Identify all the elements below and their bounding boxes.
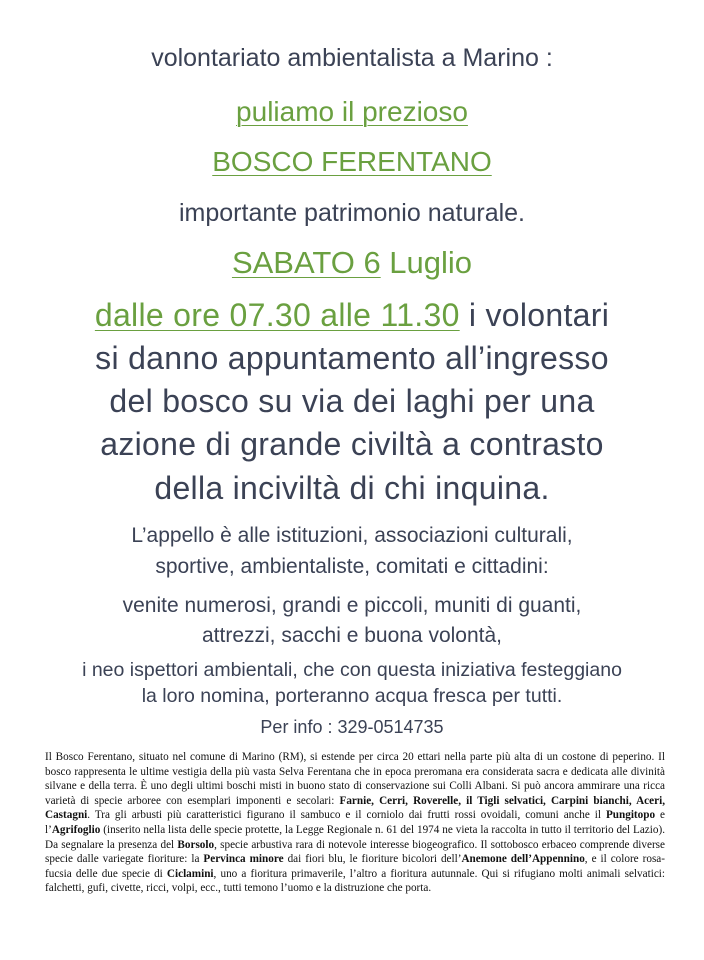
event-date xyxy=(0,245,704,281)
intro-line: volontariato ambientalista a Marino : xyxy=(151,44,553,72)
description-text: , specie arbustiva rara di notevole interesse biogeografico. Il sottobosco erbaceo comprende diverse specie dalle variegate fioriture: la xyxy=(45,838,666,866)
description-highlight: Farnie, Cerri, Roverelle, il Tigli selvatici, Carpini bianchi, Aceri, Castagni xyxy=(45,794,665,822)
description-text: . Tra gli arbusti più caratteristici figurano il sambuco e il corniolo dai frutti rossi ovoidali, comuni anche il xyxy=(87,809,606,822)
main-text-line-1 xyxy=(0,297,704,334)
description-highlight: Agrifoglio xyxy=(51,823,101,836)
forest-description xyxy=(45,750,665,896)
event-month: Luglio xyxy=(380,245,473,280)
appeal-line-2: sportive, ambientaliste, comitati e cittadini: xyxy=(155,555,549,578)
description-text: , uno a fioritura primaverile, l’altro a fioritura autunnale. Qui si rifugiano molti animali selvatici: falchetti, gufi, civette, ricci, volpi, ecc., tutti temono l’uomo e la distruzione che porta. xyxy=(45,867,665,895)
description-text: Il Bosco Ferentano, situato nel comune di Marino (RM), si estende per circa 20 ettari nella parte più alta di un costone di peperino. Il bosco rappresenta le ultime vestigia della più vasta Selva Ferentana che in epoca preromana era considerata sacra e dedicata alle divinità silvane e della terra. È uno degli ultimi boschi misti in buono stato di conservazione sui Colli Albani. Si può ancora ammirare una ricca varietà di specie arboree con esemplari imponenti e secolari: xyxy=(45,751,665,807)
main-text-line-4: azione di grande civiltà a contrasto xyxy=(100,426,604,462)
contact-info: Per info : 329-0514735 xyxy=(260,717,444,737)
description-text: , e il colore rosa-fucsia delle due specie di xyxy=(45,853,665,880)
subtitle-line: importante patrimonio naturale. xyxy=(178,199,526,227)
appeal-line-5: i neo ispettori ambientali, che con questa iniziativa festeggiano xyxy=(82,659,622,681)
event-day: SABATO 6 xyxy=(231,245,381,280)
description-highlight: Anemone dell’Appennino xyxy=(461,853,585,866)
description-text: e l’ xyxy=(45,809,666,836)
description-highlight: Pervinca minore xyxy=(203,853,284,866)
main-text-line-3: del bosco su via dei laghi per una xyxy=(109,383,595,419)
description-highlight: Borsolo xyxy=(177,838,215,851)
main-text-after-time: i volontari xyxy=(459,297,610,333)
description-text: (inserito nella lista delle specie protette, la Legge Regionale n. 61 del 1974 ne vieta la raccolta in tutto il territorio del Lazio). Da segnalare la presenza del xyxy=(45,823,665,851)
main-text-line-2: si danno appuntamento all’ingresso xyxy=(95,340,609,376)
appeal-line-1: L’appello è alle istituzioni, associazioni culturali, xyxy=(131,524,573,547)
main-text-line-5: della inciviltà di chi inquina. xyxy=(154,470,550,506)
appeal-line-6: la loro nomina, porteranno acqua fresca per tutti. xyxy=(141,685,563,707)
description-highlight: Ciclamini xyxy=(166,867,214,880)
headline-line-1 xyxy=(0,96,704,128)
description-text: dai fiori blu, le fioriture bicolori dell’ xyxy=(283,853,462,866)
location-title: BOSCO FERENTANO xyxy=(212,146,492,177)
appeal-line-3: venite numerosi, grandi e piccoli, muniti di guanti, xyxy=(122,594,582,617)
headline-text-1: puliamo il prezioso xyxy=(236,96,468,127)
event-time: dalle ore 07.30 alle 11.30 xyxy=(94,297,460,333)
description-highlight: Pungitopo xyxy=(605,809,656,822)
appeal-line-4: attrezzi, sacchi e buona volontà, xyxy=(201,624,502,647)
headline-line-2 xyxy=(0,146,704,178)
